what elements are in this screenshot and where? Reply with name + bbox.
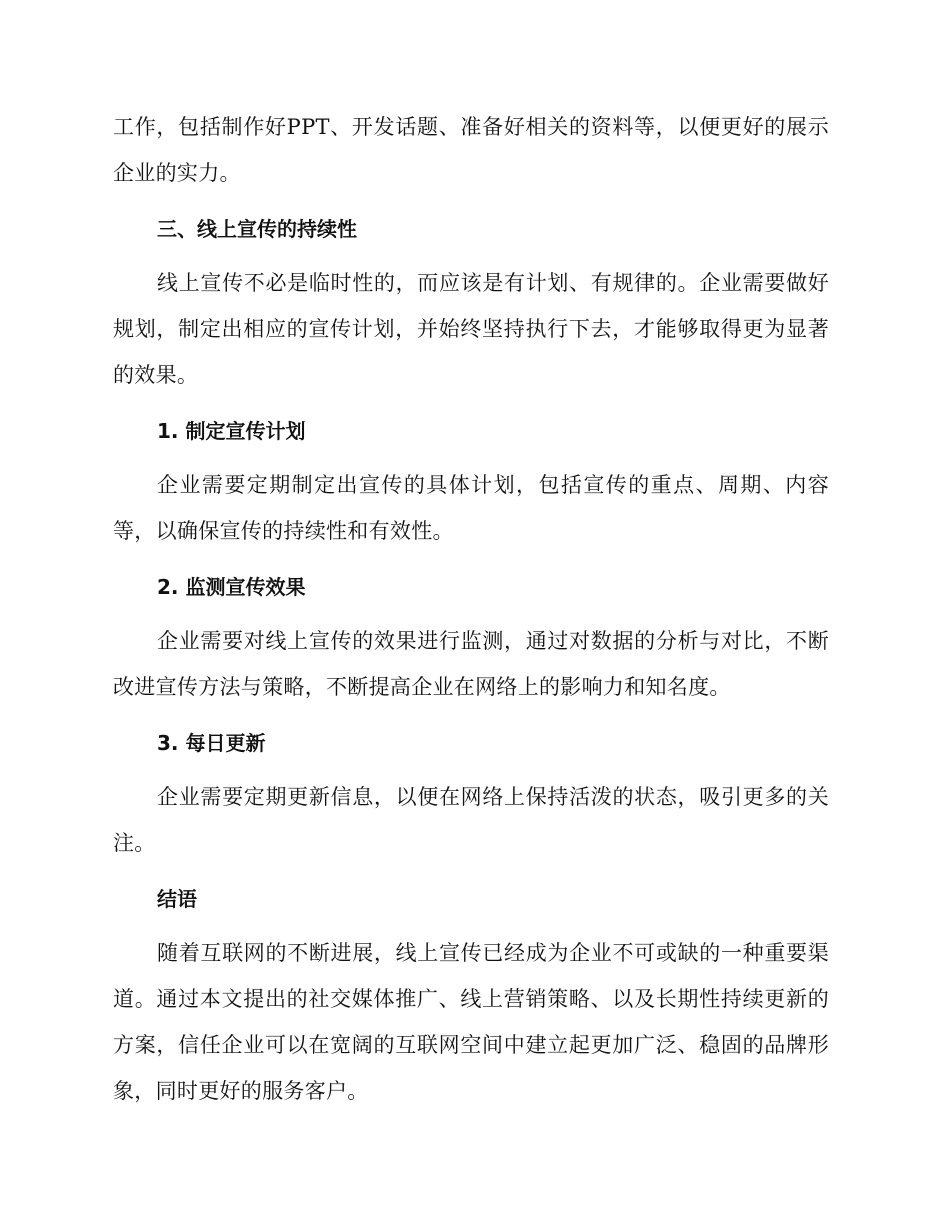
section-intro-paragraph: 线上宣传不必是临时性的，而应该是有计划、有规律的。企业需要做好规划，制定出相应的宣传计划，并始终坚持执行下去，才能够取得更为显著的效果。 bbox=[113, 271, 829, 387]
continuation-paragraph: 工作，包括制作好PPT、开发话题、准备好相关的资料等，以便更好的展示企业的实力。 bbox=[113, 115, 829, 185]
subsection-paragraph-3: 企业需要定期更新信息，以便在网络上保持活泼的状态，吸引更多的关注。 bbox=[113, 785, 829, 855]
section-heading: 三、线上宣传的持续性 bbox=[157, 217, 357, 241]
document-page bbox=[113, 104, 829, 1114]
subsection-paragraph-2: 企业需要对线上宣传的效果进行监测，通过对数据的分析与对比，不断改进宣传方法与策略，不断提高企业在网络上的影响力和知名度。 bbox=[113, 629, 829, 699]
subsection-paragraph-1: 企业需要定期制定出宣传的具体计划，包括宣传的重点、周期、内容等，以确保宣传的持续性和有效性。 bbox=[113, 473, 829, 543]
conclusion-heading: 结语 bbox=[157, 887, 197, 911]
subsection-heading-3: 3. 每日更新 bbox=[157, 731, 266, 755]
subsection-heading-2: 2. 监测宣传效果 bbox=[157, 575, 306, 599]
subsection-heading-1: 1. 制定宣传计划 bbox=[157, 419, 306, 443]
conclusion-paragraph: 随着互联网的不断进展，线上宣传已经成为企业不可或缺的一种重要渠道。通过本文提出的社交媒体推广、线上营销策略、以及长期性持续更新的方案，信任企业可以在宽阔的互联网空间中建立起更加广泛、稳固的品牌形象，同时更好的服务客户。 bbox=[113, 941, 829, 1103]
